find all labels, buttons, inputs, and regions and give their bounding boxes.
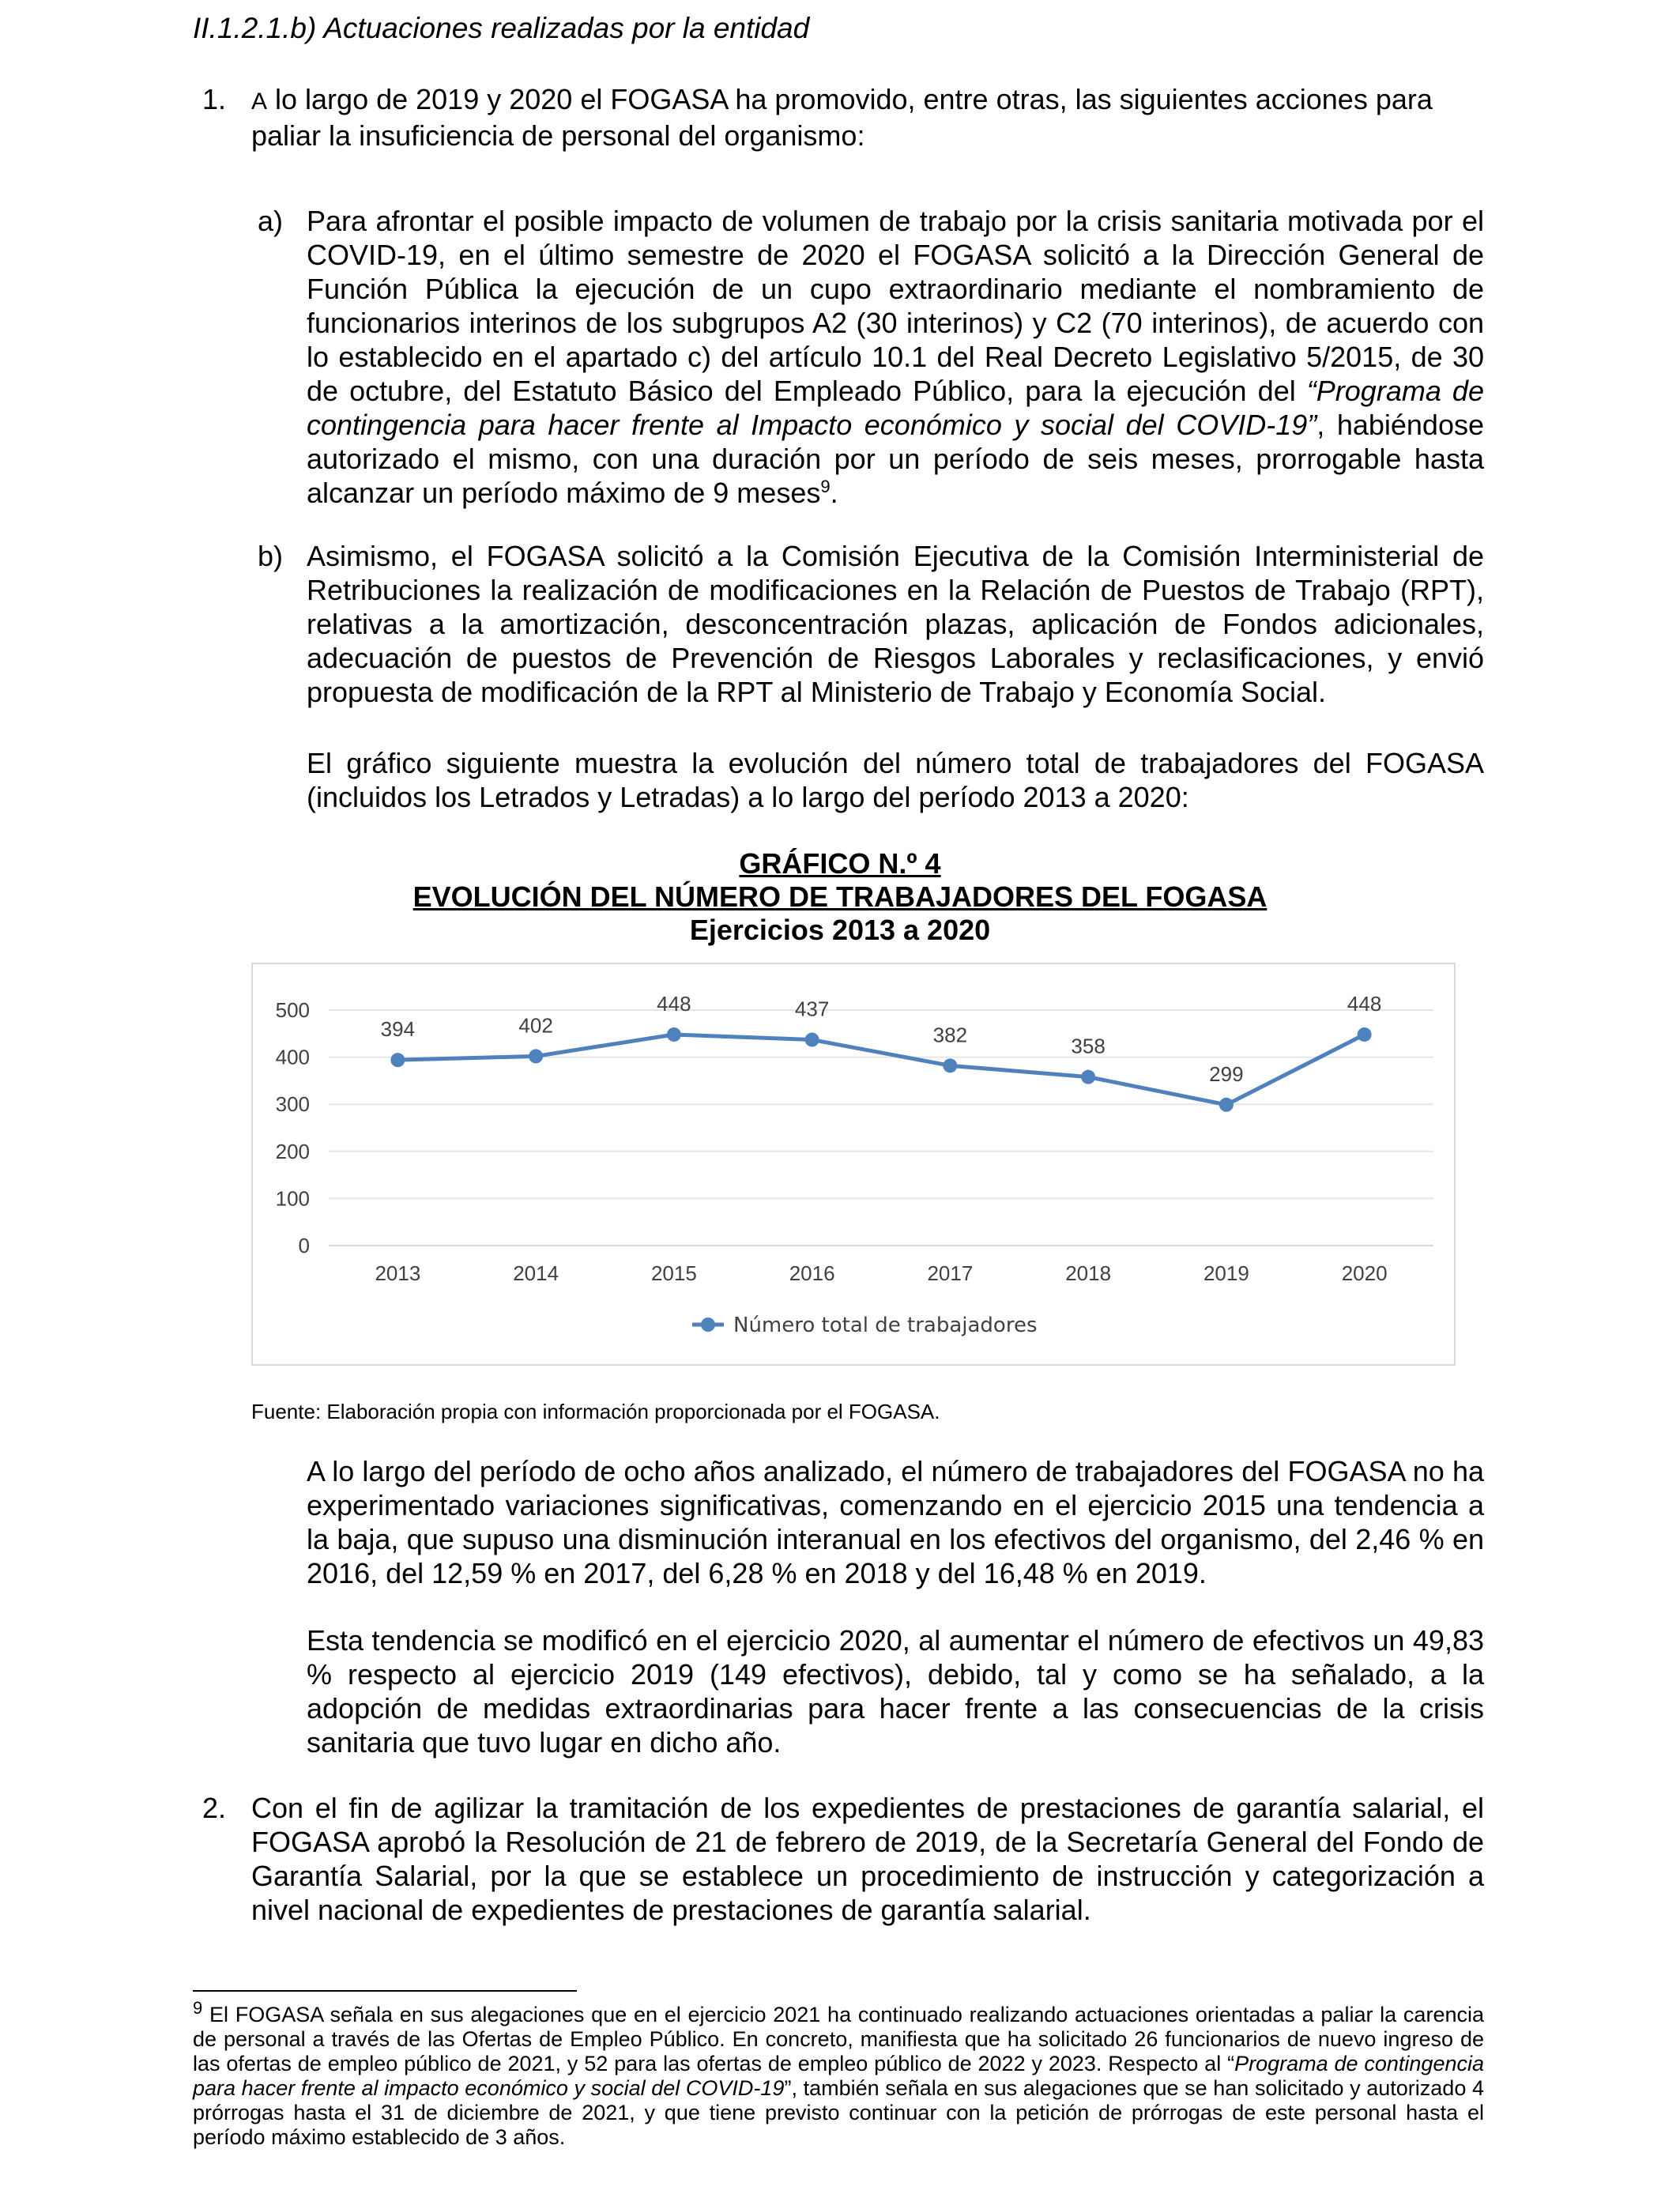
item-1b-label: b)	[258, 540, 284, 572]
section-heading: II.1.2.1.b) Actuaciones realizadas por la entidad	[193, 12, 810, 44]
line-chart	[253, 964, 1454, 1364]
item-1-text	[251, 82, 1484, 153]
item-1a-end: .	[830, 477, 838, 509]
y-tick-label-300: 300	[275, 1092, 310, 1117]
data-point-2016	[805, 1033, 819, 1047]
item-1a-text	[307, 204, 1484, 510]
data-label-2013: 394	[380, 1017, 416, 1042]
item-1-initial: A	[251, 89, 268, 115]
x-tick-label-2015: 2015	[650, 1261, 697, 1285]
footnote-separator	[193, 1990, 577, 1992]
x-tick-label-2018: 2018	[1065, 1261, 1112, 1285]
item-1a-programa: “Programa de contingencia para hacer frente al Impacto económico y social del COVID-19”	[307, 375, 1484, 441]
y-tick-label-500: 500	[275, 998, 310, 1022]
data-label-2015: 448	[657, 991, 691, 1016]
data-point-2014	[529, 1049, 543, 1063]
chart-intro: El gráfico siguiente muestra la evolución del número total de trabajadores del FOGASA (incluidos los Letrados y Letradas) a lo largo del período 2013 a 2020:	[307, 747, 1484, 813]
data-point-2019	[1219, 1098, 1234, 1112]
analysis-paragraph-1: A lo largo del período de ocho años analizado, el número de trabajadores del FOGASA no ha experimentado variaciones significativas, comenzando en el ejercicio 2015 una tendencia a la baja, que supuso una disminución interanual en los efectivos del organismo, del 2,46 % en 2016, del 12,59 % en 2017, del 6,28 % en 2018 y del 16,48 % en 2019.	[307, 1455, 1484, 1589]
data-point-2013	[390, 1053, 405, 1067]
item-1a-label: a)	[258, 205, 284, 237]
x-tick-label-2014: 2014	[513, 1261, 559, 1285]
data-label-2018: 358	[1071, 1034, 1106, 1058]
legend-marker	[701, 1318, 715, 1332]
data-label-2019: 299	[1209, 1061, 1244, 1086]
x-tick-label-2016: 2016	[789, 1261, 835, 1285]
data-point-2018	[1081, 1070, 1095, 1084]
y-tick-label-0: 0	[298, 1234, 310, 1257]
item-1a-body-2: , habiéndose autorizado el mismo, con una duración por un período de seis meses, prorrogable hasta alcanzar un período máximo de 9 meses	[307, 409, 1484, 509]
x-tick-label-2013: 2013	[375, 1261, 421, 1285]
y-tick-label-100: 100	[275, 1186, 310, 1211]
y-tick-label-200: 200	[275, 1139, 310, 1163]
item-1-body: lo largo de 2019 y 2020 el FOGASA ha promovido, entre otras, las siguientes acciones para paliar la insuficiencia de personal del organismo:	[251, 83, 1433, 152]
item-1-number: 1.	[202, 83, 227, 115]
footnote-body: El FOGASA señala en sus alegaciones que en el ejercicio 2021 ha continuado realizando actuaciones orientadas a paliar la carencia de personal a través de las Ofertas de Empleo Público. En concreto, manifiesta que ha solicitado 26 funcionarios de nuevo ingreso de las ofertas de empleo público de 2021, y 52 para las ofertas de empleo público de 2022 y 2023. Respecto al “	[193, 2003, 1484, 2075]
chart-main-title: EVOLUCIÓN DEL NÚMERO DE TRABAJADORES DEL FOGASA	[412, 880, 1268, 913]
data-label-2020: 448	[1347, 991, 1382, 1016]
x-tick-label-2019: 2019	[1203, 1261, 1249, 1285]
footnote-number: 9	[193, 1998, 203, 2018]
chart-number-title: GRÁFICO N.º 4	[739, 847, 941, 880]
legend-label: Número total de trabajadores	[733, 1314, 1038, 1337]
footnote-ref-9[interactable]: 9	[820, 477, 831, 496]
x-tick-label-2020: 2020	[1341, 1261, 1388, 1285]
data-label-2014: 402	[518, 1013, 553, 1038]
item-1a-body: Para afrontar el posible impacto de volumen de trabajo por la crisis sanitaria motivada por el COVID-19, en el último semestre de 2020 el FOGASA solicitó a la Dirección General de Función Pública la ejecución de un cupo extraordinario mediante el nombramiento de funcionarios interinos de los subgrupos A2 (30 interinos) y C2 (70 interinos), de acuerdo con lo establecido en el apartado c) del artículo 10.1 del Real Decreto Legislativo 5/2015, de 30 de octubre, del Estatuto Básico del Empleado Público, para la ejecución del	[307, 205, 1484, 407]
chart-subtitle: Ejercicios 2013 a 2020	[689, 914, 991, 946]
footnote-9	[193, 1998, 1484, 2150]
chart-source: Fuente: Elaboración propia con información proporcionada por el FOGASA.	[251, 1400, 940, 1423]
chart-container	[251, 963, 1456, 1366]
item-2-number: 2.	[202, 1792, 227, 1824]
analysis-paragraph-2: Esta tendencia se modificó en el ejercicio 2020, al aumentar el número de efectivos un 49,83 % respecto al ejercicio 2019 (149 efectivos), debido, tal y como se ha señalado, a la adopción de medidas extraordinarias para hacer frente a las consecuencias de la crisis sanitaria que tuvo lugar en dicho año.	[307, 1624, 1484, 1759]
data-point-2020	[1358, 1027, 1372, 1042]
item-1b-text: Asimismo, el FOGASA solicitó a la Comisión Ejecutiva de la Comisión Interministerial de Retribuciones la realización de modificaciones en la Relación de Puestos de Trabajo (RPT), relativas a la amortización, desconcentración plazas, aplicación de Fondos adicionales, adecuación de puestos de Prevención de Riesgos Laborales y reclasificaciones, y envió propuesta de modificación de la RPT al Ministerio de Trabajo y Economía Social.	[307, 540, 1484, 708]
footnote-body-2: ”, también señala en sus alegaciones que se han solicitado y autorizado 4 prórrogas hasta el 31 de diciembre de 2021, y que tiene previsto continuar con la petición de prórrogas de este personal hasta el período máximo establecido de 3 años.	[193, 2076, 1484, 2149]
data-label-2016: 437	[794, 997, 830, 1021]
footnote-programa: Programa de contingencia para hacer frente al impacto económico y social del COVID-19	[193, 2052, 1484, 2100]
item-2-text: Con el fin de agilizar la tramitación de los expedientes de prestaciones de garantía salarial, el FOGASA aprobó la Resolución de 21 de febrero de 2019, de la Secretaría General del Fondo de Garantía Salarial, por la que se establece un procedimiento de instrucción y categorización a nivel nacional de expedientes de prestaciones de garantía salarial.	[251, 1792, 1484, 1926]
data-point-2015	[667, 1027, 681, 1042]
y-tick-label-400: 400	[275, 1045, 310, 1069]
data-label-2017: 382	[932, 1023, 968, 1047]
data-point-2017	[943, 1058, 957, 1072]
x-tick-label-2017: 2017	[927, 1261, 974, 1285]
